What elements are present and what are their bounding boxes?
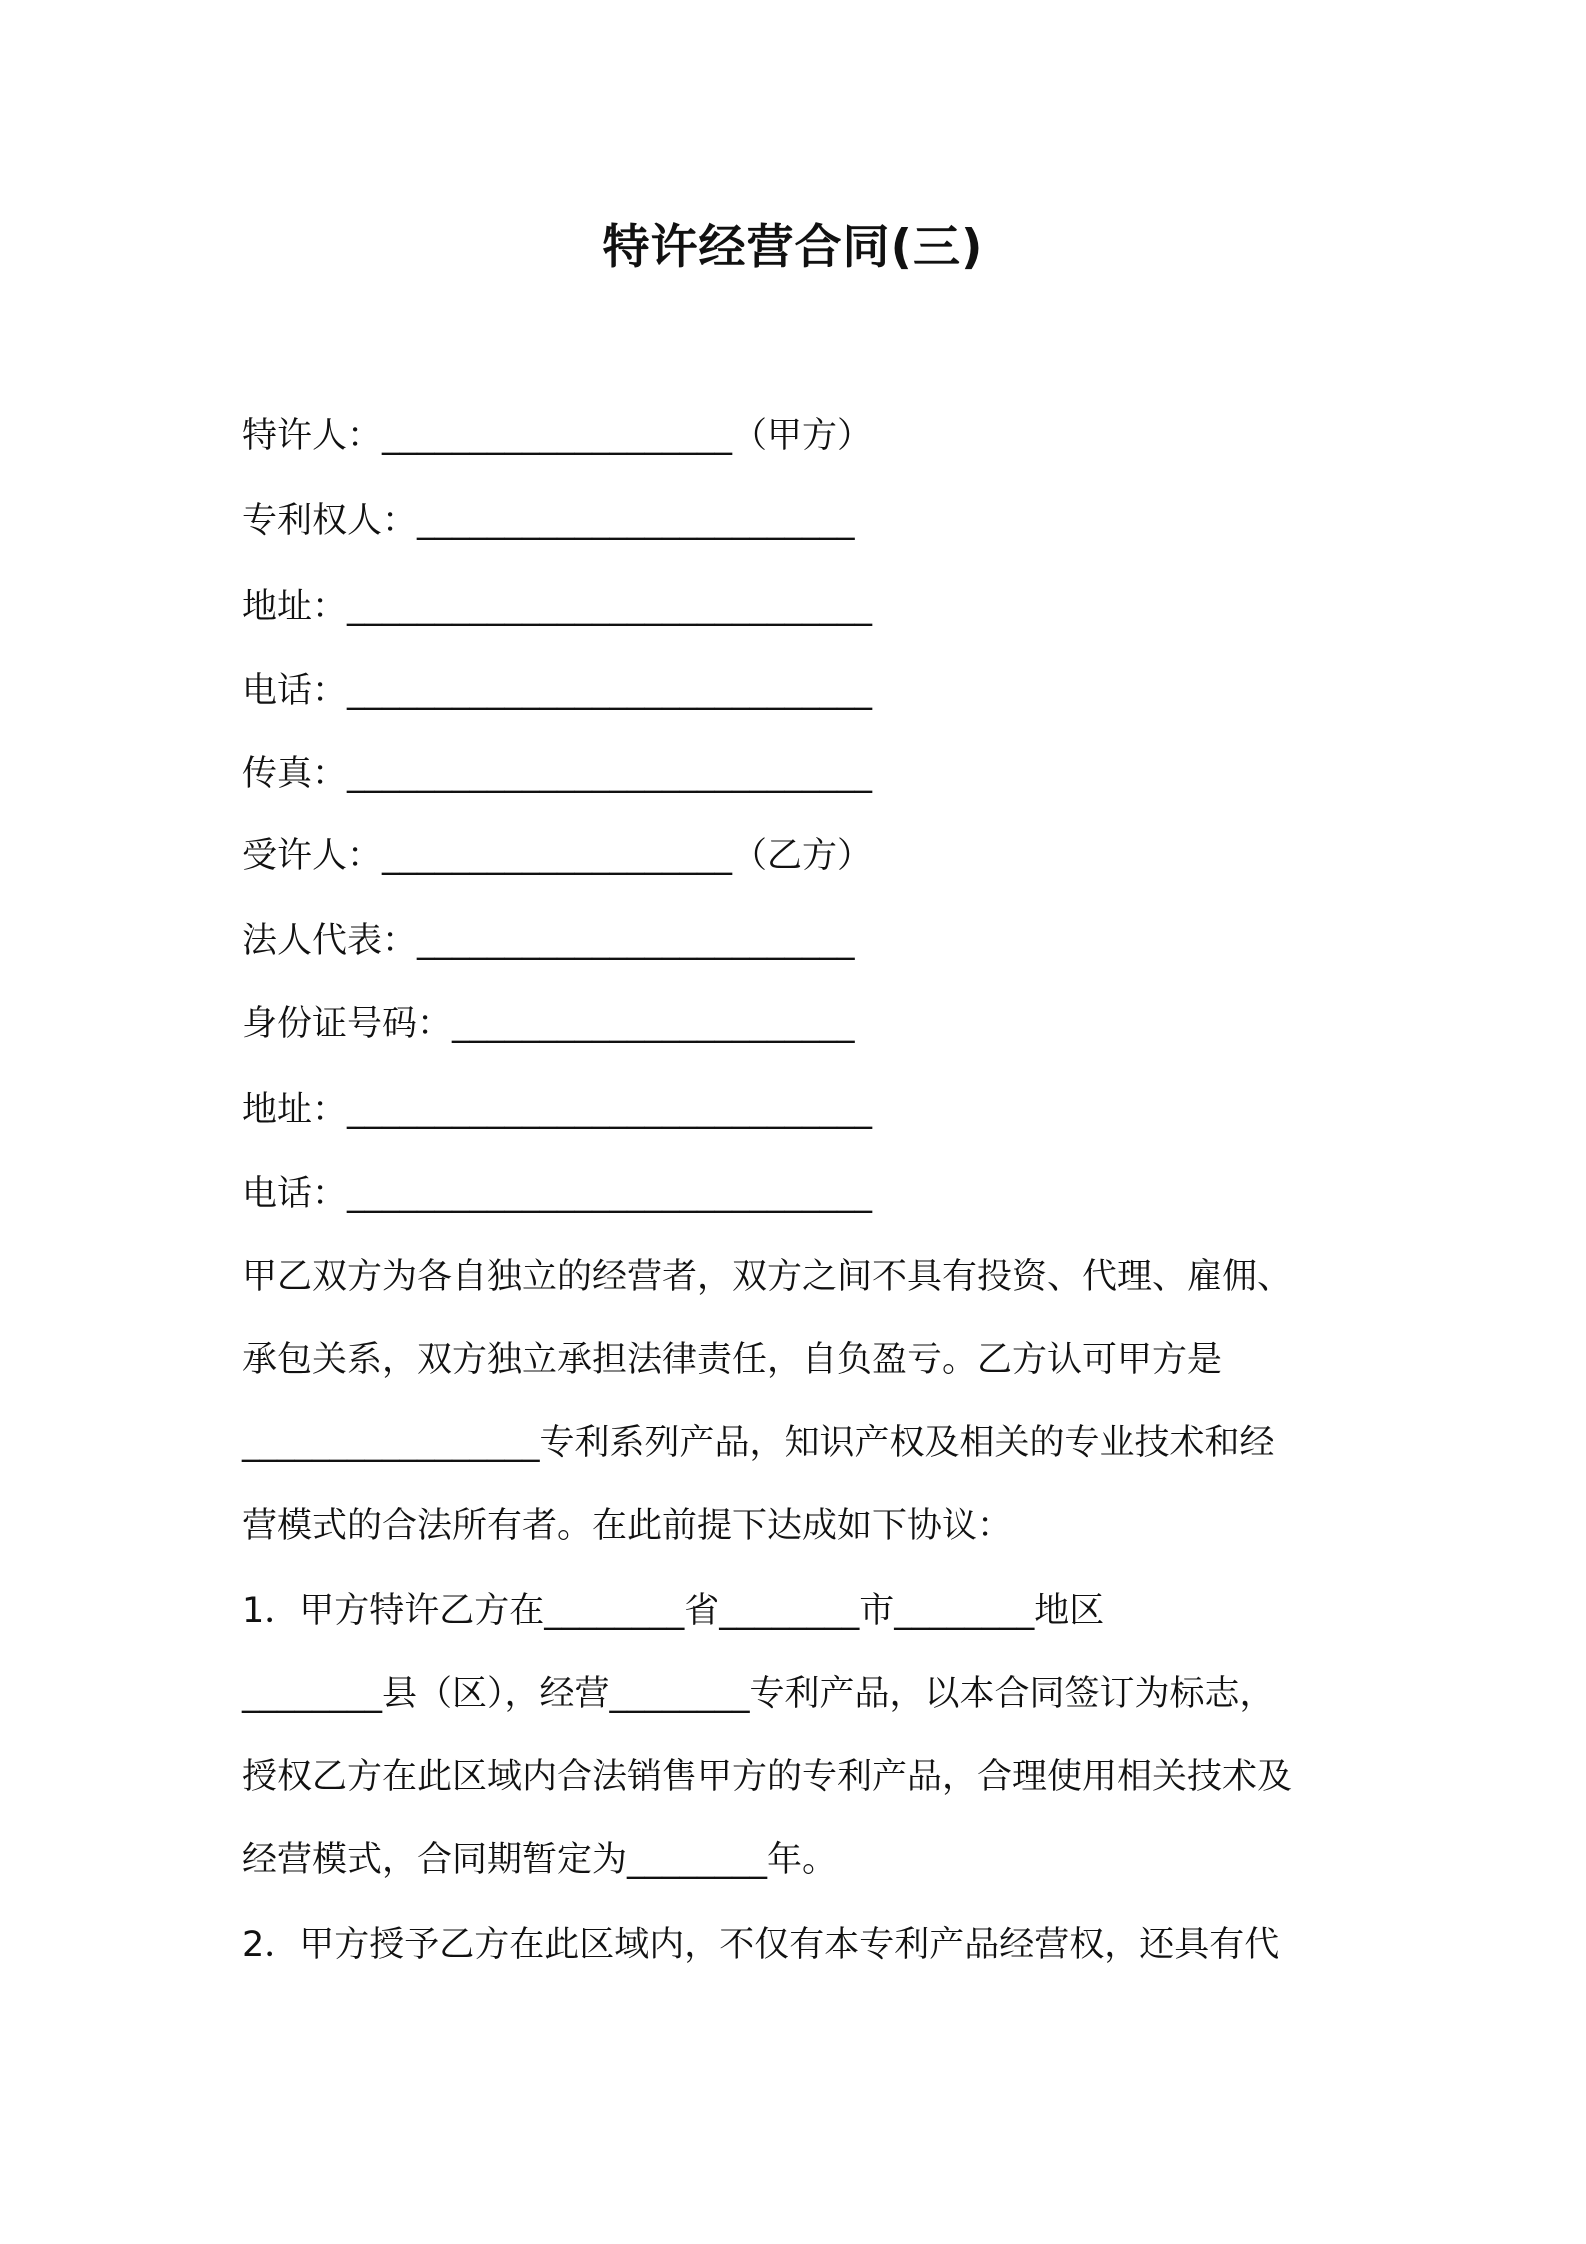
clause-1-line: 授权乙方在此区域内合法销售甲方的专利产品，合理使用相关技术及	[242, 1757, 1293, 1797]
field-address-b: 地址：______________________________	[242, 1090, 873, 1130]
body-line: 甲乙双方为各自独立的经营者，双方之间不具有投资、代理、雇佣、	[242, 1257, 1293, 1297]
field-address-a: 地址：______________________________	[242, 587, 873, 627]
clause-1-line: 经营模式，合同期暂定为________年。	[242, 1840, 838, 1880]
body-line: _________________专利系列产品，知识产权及相关的专业技术和经	[242, 1423, 1275, 1463]
document-title: 特许经营合同(三)	[602, 220, 984, 275]
body-line: 承包关系，双方独立承担法律责任，自负盈亏。乙方认可甲方是	[242, 1340, 1223, 1380]
clause-1-line: 1．甲方特许乙方在________省________市________地区	[242, 1591, 1105, 1631]
field-legal-rep: 法人代表：_________________________	[242, 921, 855, 961]
field-fax-a: 传真：______________________________	[242, 754, 873, 794]
field-licensee: 受许人：____________________（乙方）	[242, 836, 873, 876]
field-phone-a: 电话：______________________________	[242, 671, 873, 711]
clause-2-line: 2．甲方授予乙方在此区域内，不仅有本专利产品经营权，还具有代	[242, 1925, 1280, 1965]
clause-1-line: ________县（区），经营________专利产品，以本合同签订为标志，	[242, 1674, 1275, 1714]
field-id-number: 身份证号码：_______________________	[242, 1004, 855, 1044]
body-line: 营模式的合法所有者。在此前提下达成如下协议：	[242, 1506, 1013, 1546]
field-phone-b: 电话：______________________________	[242, 1174, 873, 1214]
field-licensor: 特许人：____________________（甲方）	[242, 416, 873, 456]
field-patent-holder: 专利权人：_________________________	[242, 501, 855, 541]
